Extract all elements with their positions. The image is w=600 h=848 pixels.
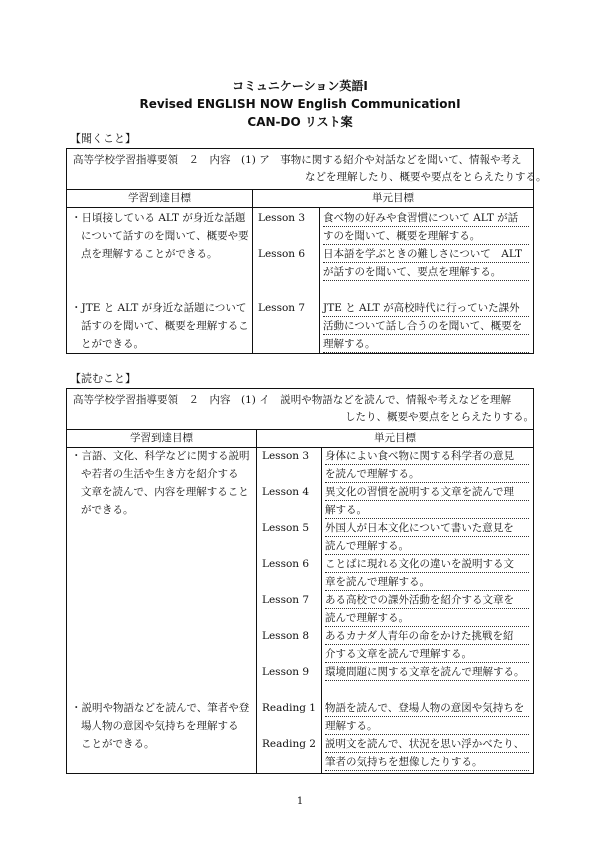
reading-goal-line: 文章を読んで、内容を理解すること (81, 486, 249, 498)
listening-unit-target-line: 理解する。 (323, 335, 529, 353)
reading-unit-target-line: 物語を読んで、登場人物の意図や気持ちを (325, 699, 529, 717)
reading-table (66, 388, 534, 774)
listening-header-divider (67, 207, 533, 208)
listening-unit-target-line: 食べ物の好みや食習慣について ALT が話 (323, 209, 529, 227)
listening-goal-line: について話すのを聞いて、概要や要 (81, 230, 249, 242)
listening-goal-line: 点を理解することができる。 (81, 248, 218, 260)
listening-lesson-label: Lesson 7 (258, 302, 306, 314)
listening-guideline-line1: 高等学校学習指導要領 ２ 内容 (1) ア 事物に関する紹介や対話などを聞いて、情報や考え (73, 154, 522, 166)
listening-goal-line: ・JTE と ALT が身近な話題について (71, 302, 247, 314)
listening-guideline-line2: などを理解したり、概要や要点をとらえたりする。 (305, 171, 547, 183)
reading-unit-target-line: 読んで理解する。 (325, 609, 529, 627)
reading-unit-target-line: 環境問題に関する文章を読んで理解する。 (325, 663, 529, 681)
listening-unit-target-line: JTE と ALT が高校時代に行っていた課外 (323, 299, 529, 317)
page-number: 1 (296, 796, 304, 807)
listening-unit-target-line: 活動について話し合うのを聞いて、概要を (323, 317, 529, 335)
reading-unit-target-line: 筆者の気持ちを想像したりする。 (325, 753, 529, 771)
reading-unit-target-line: 身体によい食べ物に関する科学者の意見 (325, 447, 529, 465)
reading-unit-target-line: あるカナダ人青年の命をかけた挑戦を紹 (325, 627, 529, 645)
listening-lesson-label: Lesson 3 (258, 212, 306, 224)
listening-table (66, 148, 547, 354)
reading-goal-line: 場人物の意図や気持ちを理解する (81, 720, 239, 732)
reading-goal-line: ができる。 (81, 504, 134, 516)
doc-title: コミュニケーション英語Ⅰ (232, 79, 368, 93)
reading-lesson-label: Lesson 3 (262, 450, 310, 462)
reading-unit-target-line: 章を読んで理解する。 (325, 573, 529, 591)
doc-heading: CAN-DO リスト案 (247, 115, 353, 129)
reading-guideline-line1: 高等学校学習指導要領 ２ 内容 (1) イ 説明や物語などを読んで、情報や考えなどを理解 (73, 394, 511, 406)
reading-guideline-line2: したり、概要や要点をとらえたりする。 (345, 411, 534, 423)
listening-col-divider (252, 189, 253, 353)
reading-lesson-label: Lesson 4 (262, 486, 310, 498)
listening-goal-line: とができる。 (81, 338, 144, 350)
reading-unit-target-line: ある高校での課外活動を紹介する文章を (325, 591, 529, 609)
listening-lesson-divider (319, 207, 320, 353)
listening-goal-line: ・日頃接している ALT が身近な話題 (71, 212, 246, 224)
reading-unit-target-line: ことばに現れる文化の違いを説明する文 (325, 555, 529, 573)
reading-unit-target-line: 介する文章を読んで理解する。 (325, 645, 529, 663)
reading-lesson-label: Lesson 8 (262, 630, 310, 642)
reading-unit-target-line: 異文化の習慣を説明する文章を読んで理 (325, 483, 529, 501)
reading-lesson-label: Reading 1 (262, 702, 316, 714)
reading-lesson-label: Lesson 5 (262, 522, 310, 534)
reading-col-goal: 学習到達目標 (130, 432, 193, 444)
listening-goal-line: 話すのを聞いて、概要を理解するこ (81, 320, 249, 332)
reading-goal-line: ・説明や物語などを読んで、筆者や登 (71, 702, 250, 714)
reading-guideline-row (67, 389, 533, 430)
reading-unit-target-line: を読んで理解する。 (325, 465, 529, 483)
reading-section-label: 【読むこと】 (70, 372, 136, 385)
reading-unit-target-line: 解する。 (325, 501, 529, 519)
reading-lesson-label: Lesson 9 (262, 666, 310, 678)
listening-unit-target-line: 日本語を学ぶときの難しさについて ALT (323, 245, 529, 263)
reading-col-unit: 単元目標 (374, 432, 416, 444)
reading-col-divider (256, 429, 257, 773)
listening-col-goal: 学習到達目標 (128, 192, 191, 204)
listening-unit-target-line: すのを聞いて、概要を理解する。 (323, 227, 529, 245)
listening-lesson-label: Lesson 6 (258, 248, 306, 260)
listening-section-label: 【聞くこと】 (70, 132, 136, 145)
reading-goal-line: や若者の生活や生き方を紹介する (81, 468, 239, 480)
reading-lesson-label: Lesson 7 (262, 594, 310, 606)
reading-unit-target-line: 説明文を読んで、状況を思い浮かべたり、 (325, 735, 529, 753)
listening-guideline-row (67, 149, 547, 190)
listening-col-unit: 単元目標 (372, 192, 414, 204)
reading-lesson-divider (321, 447, 322, 773)
reading-unit-target-line: 読んで理解する。 (325, 537, 529, 555)
reading-goal-line: ことができる。 (81, 738, 155, 750)
doc-subtitle: Revised ENGLISH NOW English CommunicationⅠ (139, 97, 461, 111)
reading-lesson-label: Lesson 6 (262, 558, 310, 570)
reading-unit-target-line: 理解する。 (325, 717, 529, 735)
reading-unit-target-line: 外国人が日本文化について書いた意見を (325, 519, 529, 537)
listening-unit-target-line: が話すのを聞いて、要点を理解する。 (323, 263, 529, 281)
reading-lesson-label: Reading 2 (262, 738, 316, 750)
reading-goal-line: ・言語、文化、科学などに関する説明 (71, 450, 250, 462)
